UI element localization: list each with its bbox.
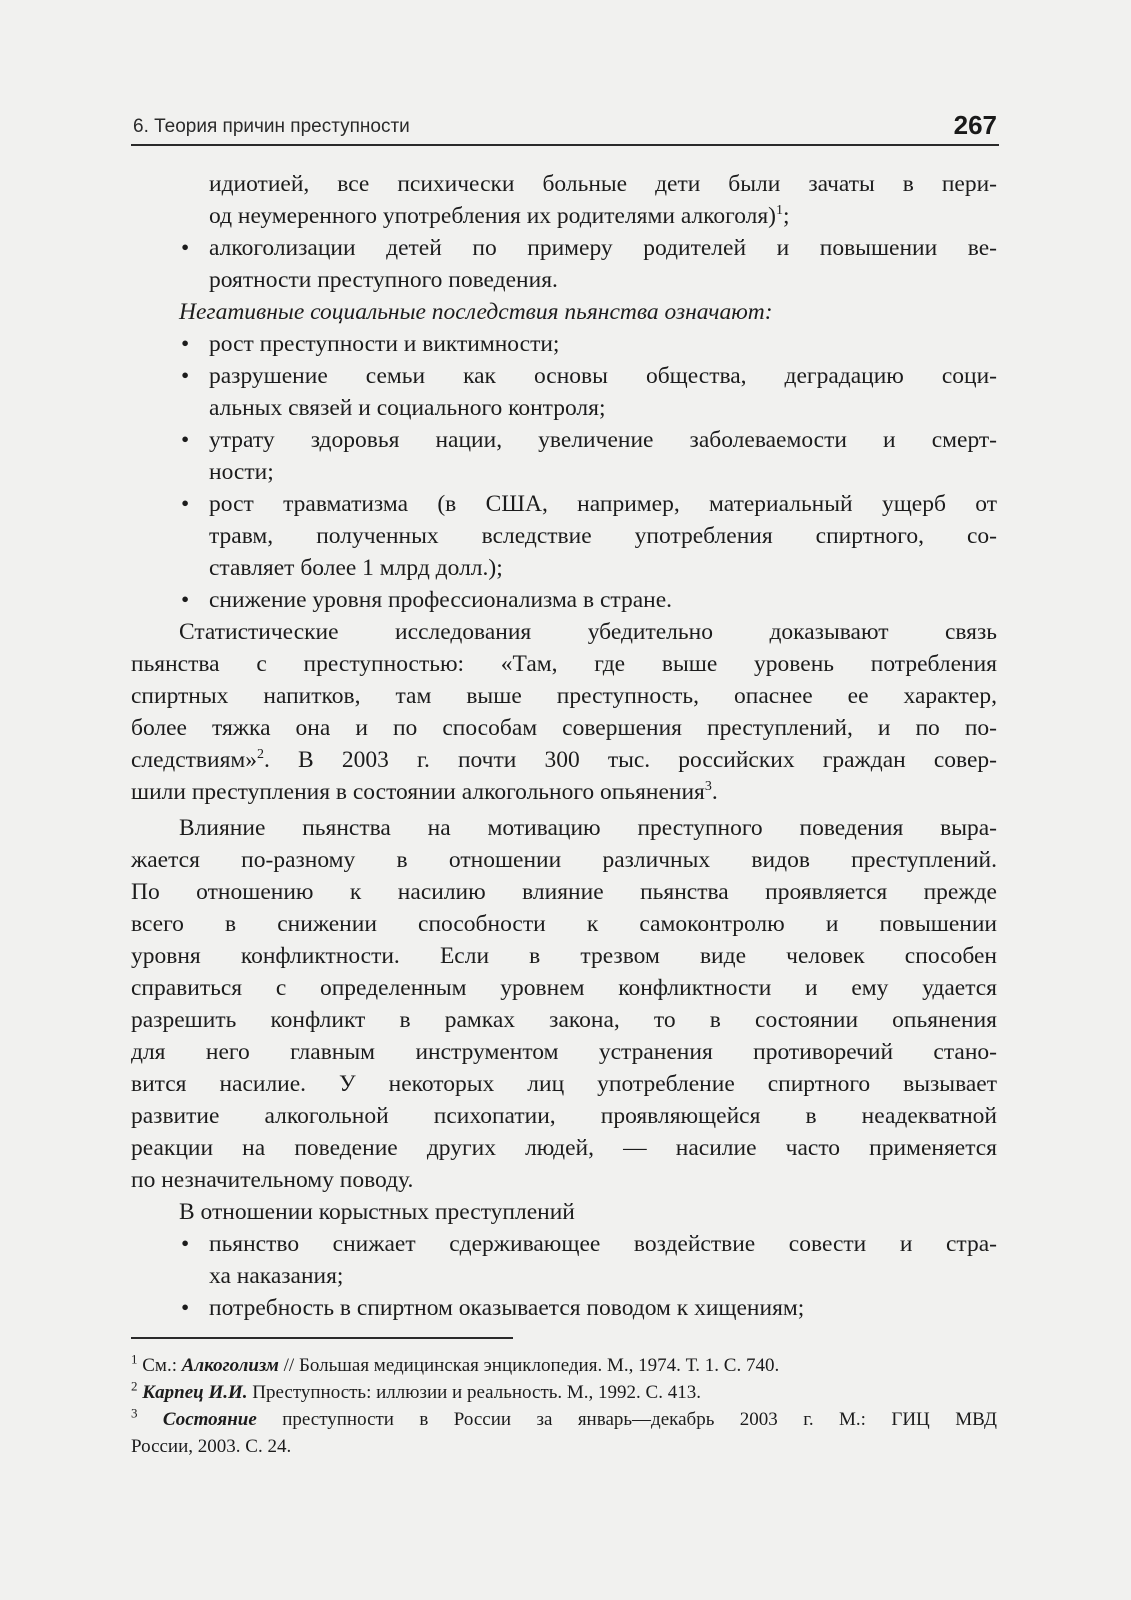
text-line: спиртных напитков, там выше преступность, опаснее ее характер,	[131, 683, 997, 709]
section-lead: Негативные социальные последствия пьянства означают:	[179, 299, 773, 325]
text-line: альных связей и социального контроля;	[209, 395, 606, 421]
paragraph-start: Влияние пьянства на мотивацию преступного поведения выра-	[179, 815, 997, 841]
text-line: разрешить конфликт в рамках закона, то в состоянии опьянения	[131, 1007, 997, 1033]
list-item: • пьянство снижает сдерживающее воздействие совести и стра-	[131, 1228, 997, 1260]
text-line: следствиям»$^2$. В 2003 г. почти 300 тыс. российских граждан совер-	[131, 747, 997, 773]
bullet-icon: •	[181, 491, 190, 517]
bullet-icon: •	[181, 1295, 190, 1321]
footnote-divider	[131, 1337, 513, 1339]
text-line: травм, полученных вследствие употребления спиртного, со-	[209, 523, 997, 549]
paragraph-start: Статистические исследования убедительно доказывают связь	[179, 619, 997, 645]
text-line: более тяжка она и по способам совершения преступлений, и по по-	[131, 715, 997, 741]
text-line: од неумеренного употребления их родителями алкоголя)$^1$;	[209, 203, 790, 229]
text-line: шили преступления в состоянии алкогольного опьянения$^3$.	[131, 779, 718, 805]
page-number: 267	[953, 110, 997, 140]
list-item: • алкоголизации детей по примеру родителей и повышении ве-	[131, 232, 997, 264]
text-line: вится насилие. У некоторых лиц употребление спиртного вызывает	[131, 1071, 997, 1097]
running-title: 6. Теория причин преступности	[133, 116, 410, 137]
main-text	[131, 168, 997, 1324]
list-item: • разрушение семьи как основы общества, деградацию соци-	[131, 360, 997, 392]
footnote-3: $^3$ Состояние преступности в России за январь—декабрь 2003 г. М.: ГИЦ МВД	[131, 1405, 997, 1430]
text-line: для него главным инструментом устранения противоречий стано-	[131, 1039, 997, 1065]
footnote-3-cont: России, 2003. С. 24.	[131, 1436, 292, 1457]
list-item: • рост преступности и виктимности;	[131, 328, 997, 360]
text-line: ности;	[209, 459, 274, 485]
footnote-ref[interactable]: 2	[257, 747, 265, 763]
page-header	[131, 110, 999, 146]
text-line: идиотией, все психически больные дети были зачаты в пери-	[209, 171, 997, 197]
text-line: справиться с определенным уровнем конфликтности и ему удается	[131, 975, 997, 1001]
list-item: • рост травматизма (в США, например, материальный ущерб от	[131, 488, 997, 520]
bullet-icon: •	[181, 235, 190, 261]
list-item: • потребность в спиртном оказывается поводом к хищениям;	[131, 1292, 997, 1324]
text-line: реакции на поведение других людей, — насилие часто применяется	[131, 1135, 997, 1161]
bullet-icon: •	[181, 331, 190, 357]
text-line: по незначительному поводу.	[131, 1167, 414, 1193]
text-line: роятности преступного поведения.	[209, 267, 558, 293]
text-line: пьянства с преступностью: «Там, где выше уровень потребления	[131, 651, 997, 677]
list-item: • снижение уровня профессионализма в стране.	[131, 584, 997, 616]
footnote-1: $^1$ См.: Алкоголизм // Большая медицинская энциклопедия. М., 1974. Т. 1. С. 740.	[131, 1351, 780, 1376]
list-item: • утрату здоровья нации, увеличение заболеваемости и смерт-	[131, 424, 997, 456]
text-line: ставляет более 1 млрд долл.);	[209, 555, 503, 581]
bullet-icon: •	[181, 1231, 190, 1257]
bullet-icon: •	[181, 363, 190, 389]
text-line: жается по-разному в отношении различных видов преступлений.	[131, 847, 997, 873]
text-line: всего в снижении способности к самоконтролю и повышении	[131, 911, 997, 937]
footnotes	[131, 1352, 997, 1460]
bullet-icon: •	[181, 587, 190, 613]
footnote-2: $^2$ Карпец И.И. Преступность: иллюзии и реальность. М., 1992. С. 413.	[131, 1378, 701, 1403]
bullet-icon: •	[181, 427, 190, 453]
paragraph-start: В отношении корыстных преступлений	[179, 1199, 575, 1225]
text-line: уровня конфликтности. Если в трезвом виде человек способен	[131, 943, 997, 969]
text-line: развитие алкогольной психопатии, проявляющейся в неадекватной	[131, 1103, 997, 1129]
footnote-ref[interactable]: 3	[704, 779, 712, 795]
text-line: По отношению к насилию влияние пьянства проявляется прежде	[131, 879, 997, 905]
text-line: ха наказания;	[209, 1263, 344, 1289]
footnote-ref[interactable]: 1	[776, 203, 784, 219]
